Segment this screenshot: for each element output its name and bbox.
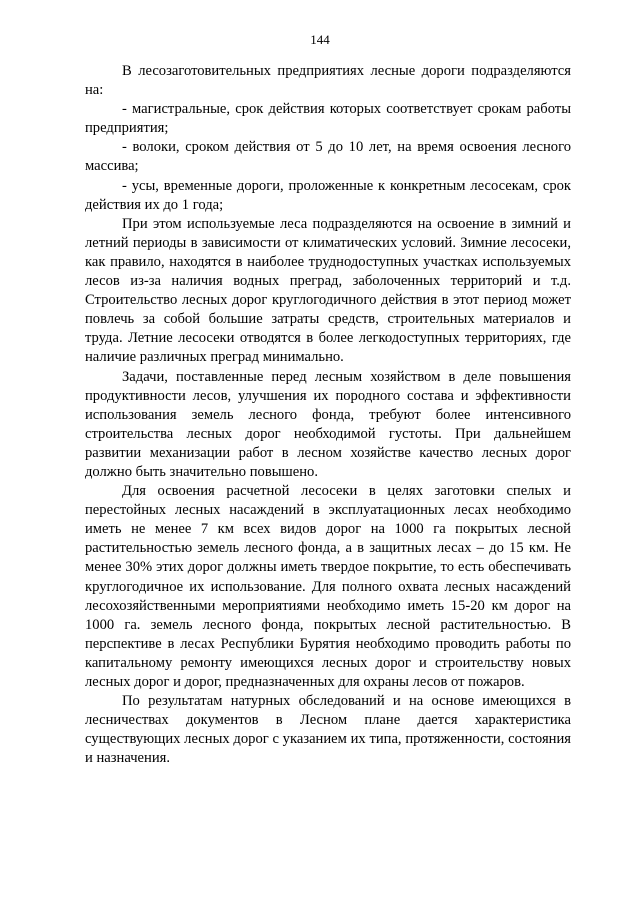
paragraph-road-density: Для освоения расчетной лесосеки в целях заготовки спелых и перестойных лесных насаждений в эксплуатационных лесах необходимо иметь не менее 7 км всех видов дорог на 1000 га покрытых лесной растительностью земель лесного фонда, а в защитных лесах – до 15 км. Не менее 30% этих дорог должны иметь твердое покрытие, то есть обеспечивать круглогодичное их использование. Для полного охвата лесных насаждений лесохозяйственными мероприятиями необходимо иметь 15-20 км дорог на 1000 га. земель лесного фонда, покрытых лесной растительностью. В перспективе в лесах Республики Бурятия необходимо проводить работы по капитальному ремонту имеющихся лесных дорог и строительству новых лесных дорог и дорог, предназначенных для охраны лесов от пожаров.	[85, 483, 571, 690]
paragraph-spur-roads: - усы, временные дороги, проложенные к конкретным лесосекам, срок действия их до 1 года;	[85, 177, 571, 213]
page-number: 144	[310, 32, 330, 47]
paragraph-main-roads: - магистральные, срок действия которых соответствует срокам работы предприятия;	[85, 101, 571, 137]
paragraph-forestry-tasks: Задачи, поставленные перед лесным хозяйством в деле повышения продуктивности лесов, улучшения их породного состава и эффективности использования земель лесного фонда, требуют более интенсивного строительства лесных дорог необходимой густоты. При дальнейшем развитии механизации работ в лесном хозяйстве качество лесных дорог должно быть значительно повышено.	[85, 368, 571, 480]
paragraph-skid-trails: - волоки, сроком действия от 5 до 10 лет, на время освоения лесного массива;	[85, 139, 571, 175]
paragraph-road-types-intro: В лесозаготовительных предприятиях лесные дороги подразделяются на:	[85, 63, 571, 99]
document-body	[85, 62, 571, 768]
paragraph-seasonal-forests: При этом используемые леса подразделяются на освоение в зимний и летний периоды в зависимости от климатических условий. Зимние лесосеки, как правило, находятся в наиболее труднодоступных участках используемых лесов из-за наличия водных преград, заболоченных территорий и т.д. Строительство лесных дорог круглогодичного действия в этот период может повлечь за собой большие затраты средств, строительных материалов и труда. Летние лесосеки отводятся в более легкодоступных территориях, где наличие различных преград минимально.	[85, 215, 571, 366]
paragraph-survey-results: По результатам натурных обследований и на основе имеющихся в лесничествах документов в Лесном плане дается характеристика существующих лесных дорог с указанием их типа, протяженности, состояния и назначения.	[85, 693, 571, 767]
